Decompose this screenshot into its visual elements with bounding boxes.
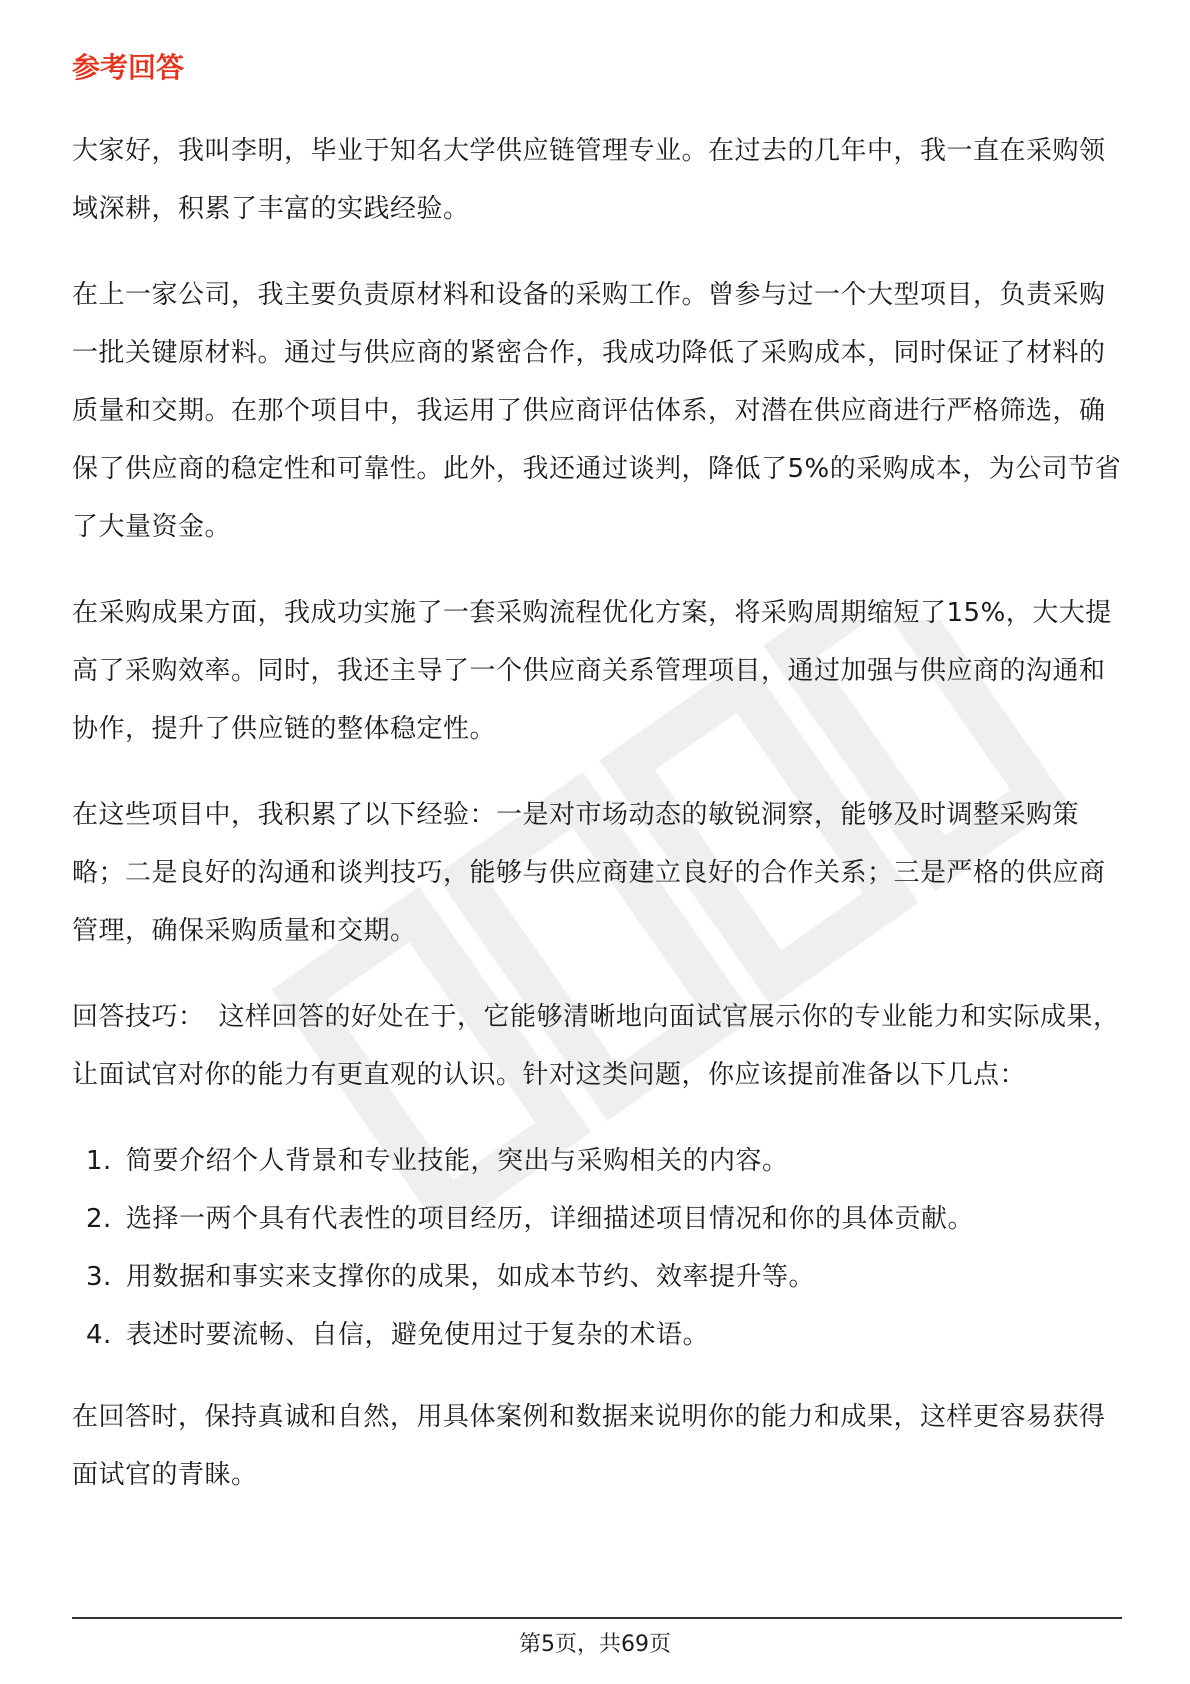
list-item: [86, 1306, 1122, 1364]
paragraph-closing: 在回答时，保持真诚和自然，用具体案例和数据来说明你的能力和成果，这样更容易获得面试官的青睐。: [72, 1402, 1106, 1490]
paragraph-intro: 大家好，我叫李明，毕业于知名大学供应链管理专业。在过去的几年中，我一直在采购领域深耕，积累了丰富的实践经验。: [72, 136, 1106, 224]
section-title: 参考回答: [72, 51, 185, 84]
list-item-text: 用数据和事实来支撑你的成果，如成本节约、效率提升等。: [126, 1262, 816, 1292]
list-item: [86, 1132, 1122, 1190]
list-item: [86, 1248, 1122, 1306]
list-item-number: 1.: [86, 1146, 112, 1176]
paragraph-previous-job: 在上一家公司，我主要负责原材料和设备的采购工作。曾参与过一个大型项目，负责采购一批关键原材料。通过与供应商的紧密合作，我成功降低了采购成本，同时保证了材料的质量和交期。在那个项目中，我运用了供应商评估体系，对潜在供应商进行严格筛选，确保了供应商的稳定性和可靠性。此外，我还通过谈判，降低了5%的采购成本，为公司节省了大量资金。: [72, 280, 1122, 542]
list-item: [86, 1190, 1122, 1248]
list-item-text: 选择一两个具有代表性的项目经历，详细描述项目情况和你的具体贡献。: [126, 1204, 975, 1234]
list-item-number: 2.: [86, 1204, 112, 1234]
list-item-number: 4.: [86, 1320, 112, 1350]
document-page: [72, 48, 1122, 1532]
tips-list: [72, 1132, 1122, 1364]
footer-divider: [72, 1617, 1122, 1619]
page-number: 第5页，共69页: [519, 1632, 671, 1657]
list-item-text: 表述时要流畅、自信，避免使用过于复杂的术语。: [126, 1320, 710, 1350]
tips-text: 这样回答的好处在于，它能够清晰地向面试官展示你的专业能力和实际成果，让面试官对你的能力有更直观的认识。针对这类问题，你应该提前准备以下几点：: [72, 1002, 1120, 1090]
list-item-text: 简要介绍个人背景和专业技能，突出与采购相关的内容。: [126, 1146, 789, 1176]
tips-label: 回答技巧：: [72, 1002, 205, 1032]
paragraph-achievements: 在采购成果方面，我成功实施了一套采购流程优化方案，将采购周期缩短了15%，大大提高了采购效率。同时，我还主导了一个供应商关系管理项目，通过加强与供应商的沟通和协作，提升了供应链的整体稳定性。: [72, 598, 1112, 744]
paragraph-experience: 在这些项目中，我积累了以下经验：一是对市场动态的敏锐洞察，能够及时调整采购策略；二是良好的沟通和谈判技巧，能够与供应商建立良好的合作关系；三是严格的供应商管理，确保采购质量和交期。: [72, 800, 1106, 946]
list-item-number: 3.: [86, 1262, 112, 1292]
paragraph-tips: [72, 988, 1122, 1104]
